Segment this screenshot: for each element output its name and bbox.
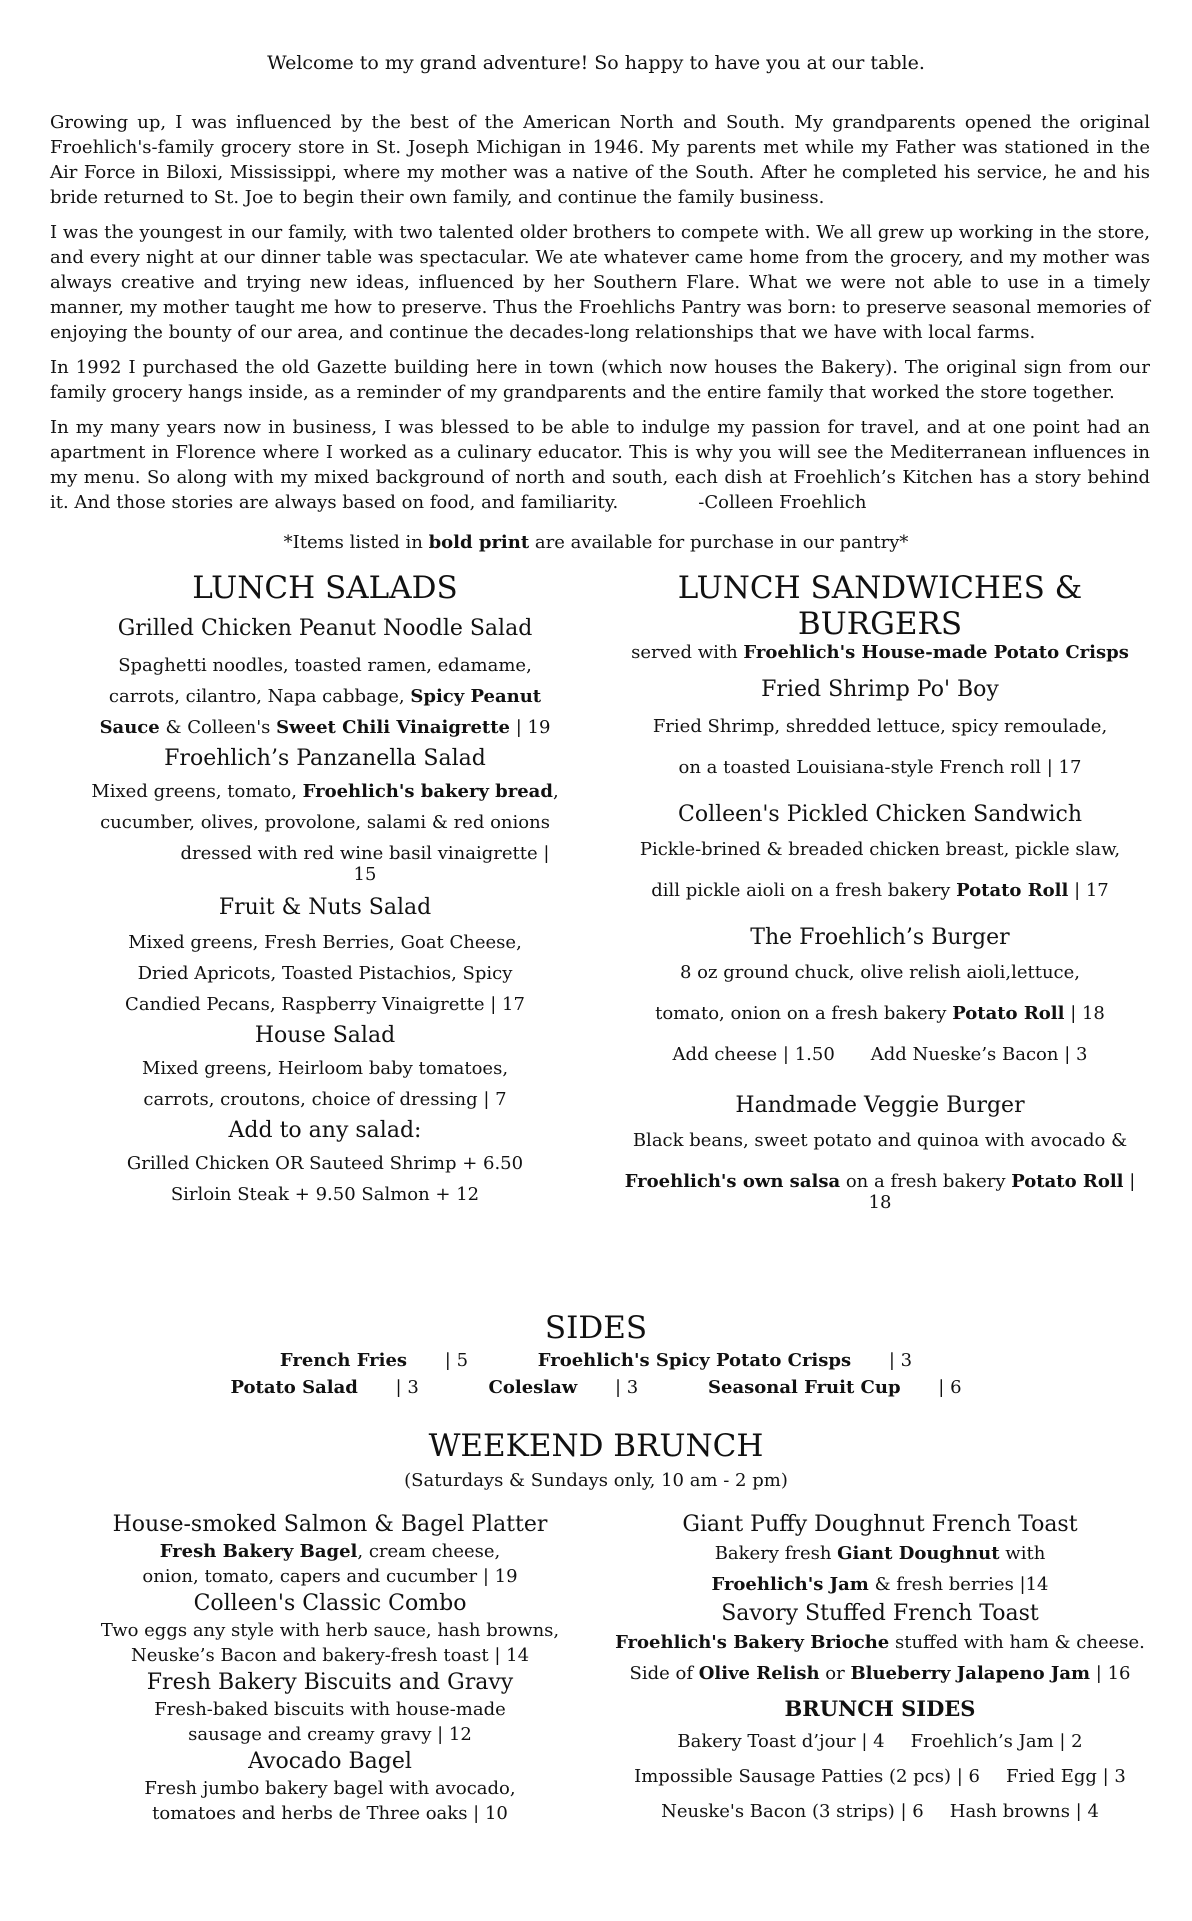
menu-item-desc: Side of Olive Relish or Blueberry Jalapeno Jam | 16: [629, 1663, 1131, 1684]
burger-addons: [620, 1044, 1140, 1065]
side-item: Seasonal Fruit Cup | 6: [708, 1377, 962, 1398]
menu-item-desc: Mixed greens, Fresh Berries, Goat Cheese,: [128, 932, 522, 953]
menu-item-desc: Mixed greens, Heirloom baby tomatoes,: [141, 1058, 509, 1079]
pantry-note: *Items listed in bold print are available for purchase in our pantry*: [283, 532, 909, 553]
menu-item-desc: Candied Pecans, Raspberry Vinaigrette | 17: [125, 994, 525, 1015]
menu-item-desc: onion, tomato, capers and cucumber | 19: [142, 1566, 518, 1587]
side-item: French Fries | 5: [279, 1350, 469, 1371]
menu-item-desc: Fresh jumbo bakery bagel with avocado,: [144, 1778, 516, 1799]
intro-paragraph: Growing up, I was influenced by the best of the American North and South. My grandparents opened the original Froehlich's-family grocery store in St. Joseph Michigan in 1946. My parents met while my Father was stationed in the Air Force in Biloxi, Mississippi, where my mother was a native of the South. After he completed his service, he and his bride returned to St. Joe to begin their own family, and continue the family business.: [50, 112, 1150, 208]
menu-item-desc: carrots, cilantro, Napa cabbage, Spicy Peanut: [108, 686, 542, 707]
side-item: Potato Salad | 3: [230, 1377, 419, 1398]
menu-item-desc: Grilled Chicken OR Sauteed Shrimp + 6.50: [126, 1153, 524, 1174]
menu-item-desc: Fresh-baked biscuits with house-made: [154, 1699, 506, 1720]
section-title: LUNCH SALADS: [192, 570, 458, 606]
menu-item-name: House Salad: [254, 1023, 396, 1048]
menu-item-name: Savory Stuffed French Toast: [721, 1601, 1039, 1626]
intro-paragraph: [50, 415, 1150, 515]
menu-item-desc: Pickle-brined & breaded chicken breast, pickle slaw,: [639, 839, 1121, 860]
section-title: SIDES: [544, 1310, 648, 1346]
brunch-right-column: [615, 1512, 1145, 1822]
menu-item-desc: 8 oz ground chuck, olive relish aioli,lettuce,: [679, 962, 1080, 983]
brunch-header: [0, 1428, 1192, 1491]
addon-bacon: Add Nueske’s Bacon | 3: [870, 1044, 1088, 1065]
menu-item-desc: Bakery fresh Giant Doughnut with: [714, 1543, 1046, 1564]
section-subtitle: (Saturdays & Sundays only, 10 am - 2 pm): [404, 1470, 788, 1491]
section-title: LUNCH SANDWICHES & BURGERS: [677, 570, 1083, 642]
sides-section: [0, 1310, 1192, 1398]
menu-item-name: Handmade Veggie Burger: [735, 1093, 1025, 1118]
sides-row: [0, 1350, 1192, 1371]
menu-item-desc: dill pickle aioli on a fresh bakery Potato Roll | 17: [651, 880, 1109, 901]
side-item: Coleslaw | 3: [488, 1377, 639, 1398]
signature: -Colleen Froehlich: [698, 492, 867, 513]
menu-item-name: House-smoked Salmon & Bagel Platter: [112, 1512, 548, 1537]
lunch-salads-section: [90, 570, 560, 1205]
menu-item-name: Add to any salad:: [228, 1118, 422, 1143]
brunch-sides-row: Neuske's Bacon (3 strips) | 6 Hash browns | 4: [661, 1801, 1099, 1822]
menu-item-desc: Spaghetti noodles, toasted ramen, edamame,: [118, 655, 532, 676]
menu-item-name: Fresh Bakery Biscuits and Gravy: [146, 1670, 514, 1695]
menu-item-name: Colleen's Pickled Chicken Sandwich: [678, 802, 1082, 827]
menu-item-desc: cucumber, olives, provolone, salami & red onions: [100, 812, 550, 833]
welcome-heading: Welcome to my grand adventure! So happy to have you at our table.: [267, 52, 925, 74]
menu-item-desc: Sirloin Steak + 9.50 Salmon + 12: [170, 1184, 480, 1205]
menu-item-desc: Froehlich's Bakery Brioche stuffed with ham & cheese.: [615, 1632, 1145, 1653]
brunch-left-column: [80, 1512, 580, 1824]
menu-item-desc: carrots, croutons, choice of dressing | 7: [143, 1089, 507, 1110]
menu-item-desc: Fresh Bakery Bagel, cream cheese,: [159, 1541, 501, 1562]
intro-paragraph-text: In my many years now in business, I was blessed to be able to indulge my passion for travel, and at one point had an apartment in Florence where I worked as a culinary educator. This is why you will see the Mediterranean influences in my menu. So along with my mixed background of north and south, each dish at Froehlich’s Kitchen has a story behind it. And those stories are always based on food, and familiarity.: [50, 417, 1150, 513]
menu-item-desc: Dried Apricots, Toasted Pistachios, Spicy: [137, 963, 513, 984]
menu-item-desc: Froehlich's own salsa on a fresh bakery Potato Roll | 18: [624, 1171, 1136, 1213]
menu-item-desc: Neuske’s Bacon and bakery-fresh toast | 14: [130, 1645, 530, 1666]
menu-item-name: Froehlich’s Panzanella Salad: [164, 746, 486, 771]
menu-item-name: Colleen's Classic Combo: [193, 1591, 467, 1616]
menu-item-desc: Fried Shrimp, shredded lettuce, spicy remoulade,: [652, 716, 1108, 737]
menu-item-desc: tomatoes and herbs de Three oaks | 10: [152, 1803, 508, 1824]
menu-item-desc: tomato, onion on a fresh bakery Potato Roll | 18: [655, 1003, 1105, 1024]
menu-item-desc: Mixed greens, tomato, Froehlich's bakery bread,: [91, 781, 559, 802]
addon-cheese: Add cheese | 1.50: [672, 1044, 835, 1065]
menu-item-desc: dressed with red wine basil vinaigrette | 15: [180, 843, 550, 885]
menu-item-desc: Froehlich's Jam & fresh berries |14: [711, 1574, 1049, 1595]
sides-row: [0, 1377, 1192, 1398]
menu-item-desc: on a toasted Louisiana-style French roll | 17: [678, 757, 1082, 778]
menu-item-desc: Sauce & Colleen's Sweet Chili Vinaigrette | 19: [99, 717, 551, 738]
menu-item-name: The Froehlich’s Burger: [750, 925, 1010, 950]
menu-item-name: Fried Shrimp Po' Boy: [761, 677, 999, 702]
menu-item-name: Grilled Chicken Peanut Noodle Salad: [117, 616, 533, 641]
menu-item-name: Fruit & Nuts Salad: [218, 895, 432, 920]
side-item: Froehlich's Spicy Potato Crisps | 3: [537, 1350, 913, 1371]
section-title: WEEKEND BRUNCH: [428, 1428, 764, 1464]
section-subtitle: served with Froehlich's House-made Potato Crisps: [631, 642, 1129, 663]
menu-item-name: Giant Puffy Doughnut French Toast: [682, 1512, 1078, 1537]
intro-story: [50, 110, 1150, 525]
intro-paragraph: I was the youngest in our family, with two talented older brothers to compete with. We all grew up working in the store, and every night at our dinner table was spectacular. We ate whatever came home from the grocery, and my mother was always creative and trying new ideas, influenced by her Southern Flare. What we were not able to use in a timely manner, my mother taught me how to preserve. Thus the Froehlichs Pantry was born: to preserve seasonal memories of enjoying the bounty of our area, and continue the decades-long relationships that we have with local farms.: [50, 222, 1150, 343]
brunch-sides-row: Bakery Toast d’jour | 4 Froehlich’s Jam | 2: [677, 1731, 1083, 1752]
intro-paragraph: In 1992 I purchased the old Gazette building here in town (which now houses the Bakery). The original sign from our family grocery hangs inside, as a reminder of my grandparents and the entire family that worked the store together.: [50, 357, 1150, 403]
brunch-sides-title: BRUNCH SIDES: [784, 1696, 976, 1721]
menu-item-name: Avocado Bagel: [248, 1749, 412, 1774]
lunch-sandwiches-section: [620, 570, 1140, 1213]
menu-item-desc: sausage and creamy gravy | 12: [188, 1724, 472, 1745]
menu-item-desc: Two eggs any style with herb sauce, hash browns,: [100, 1620, 560, 1641]
menu-item-desc: Black beans, sweet potato and quinoa with avocado &: [632, 1130, 1128, 1151]
brunch-sides-row: Impossible Sausage Patties (2 pcs) | 6 Fried Egg | 3: [634, 1766, 1126, 1787]
